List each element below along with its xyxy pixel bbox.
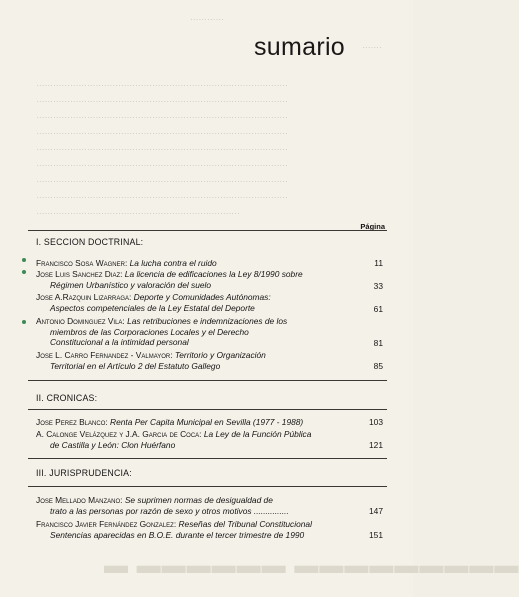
entry-title: La licencia de edificaciones la Ley 8/1990 sobre <box>124 269 303 279</box>
entry-author: Jose Mellado Manzano: <box>36 495 123 505</box>
toc-entry <box>36 495 383 516</box>
entry-title: Renta Per Capita Municipal en Sevilla (1977 - 1988) <box>110 417 304 427</box>
entry-title: Las retribuciones e indemnizaciones de los <box>127 316 288 326</box>
show-through-text: ························································································· <box>36 192 288 202</box>
section-rule <box>28 458 387 459</box>
entry-page: 151 <box>369 530 383 540</box>
entry-author: Francisco Javier Fernández Gonzalez: <box>36 519 177 529</box>
entry-page: 103 <box>369 417 383 427</box>
section-rule <box>28 380 387 381</box>
entry-title-cont: Constitucional a la intimidad personal <box>50 337 189 348</box>
show-through-text: ························································································· <box>36 112 288 122</box>
toc-entry <box>36 417 383 428</box>
entry-page: 61 <box>373 304 383 314</box>
entry-page: 147 <box>369 506 383 516</box>
show-through-text: ························································································· <box>36 96 288 106</box>
show-through-text: ············ <box>190 14 224 24</box>
section-rule <box>28 486 387 487</box>
entry-title: La lucha contra el ruido <box>129 258 217 268</box>
entry-page: 85 <box>373 361 383 371</box>
show-through-text: ▬ ▬▬▬▬▬▬ ▬▬▬▬▬▬▬▬▬ <box>104 552 519 579</box>
entry-title: La Ley de la Función Pública <box>203 429 312 439</box>
page-column-label: Página <box>360 222 385 231</box>
entry-title: Se suprimen normas de desigualdad de <box>124 495 273 505</box>
show-through-text: ························································································· <box>36 144 288 154</box>
marker-dot <box>22 320 26 324</box>
entry-title: Territorio y Organización <box>174 350 266 360</box>
entry-title: Deporte y Comunidades Autónomas: <box>133 292 271 302</box>
entry-title-cont: Régimen Urbanístico y valoración del suelo <box>50 279 212 290</box>
section-heading: II. CRONICAS: <box>36 393 98 403</box>
entry-author: Jose Perez Blanco: <box>36 417 108 427</box>
entry-title-cont: de Castilla y León: Clon Huérfano <box>50 439 176 450</box>
entry-author: Jose A.Razquin Lizarraga: <box>36 292 132 302</box>
show-through-text: ························································································· <box>36 176 288 186</box>
entry-title-cont: Territorial en el Artículo 2 del Estatuto Gallego <box>50 360 221 371</box>
show-through-text: ························································································· <box>36 160 288 170</box>
toc-entry <box>36 519 383 540</box>
toc-entry <box>36 429 383 450</box>
entry-title-cont: Aspectos competenciales de la Ley Estatal del Deporte <box>50 302 255 313</box>
top-rule <box>28 230 387 231</box>
marker-dot <box>22 270 26 274</box>
entry-author: Jose Luis Sanchez Diaz: <box>36 269 123 279</box>
entry-title-cont: miembros de las Corporaciones Locales y el Derecho <box>50 326 249 337</box>
toc-entry <box>36 350 383 371</box>
section-heading: III. JURISPRUDENCIA: <box>36 468 132 478</box>
entry-page: 121 <box>369 440 383 450</box>
section-rule <box>28 409 387 410</box>
entry-page: 11 <box>374 258 383 268</box>
toc-entry <box>36 316 383 348</box>
page-title: sumario <box>254 33 346 61</box>
entry-author: Antonio Dominguez Vila: <box>36 316 125 326</box>
entry-title-cont: trato a las personas por razón de sexo y otros motivos ............... <box>50 505 289 516</box>
show-through-text: ························································································· <box>36 80 288 90</box>
entry-title-cont: Sentencias aparecidas en B.O.E. durante el tercer trimestre de 1990 <box>50 529 305 540</box>
toc-entry <box>36 292 383 313</box>
entry-author: Jose L. Carro Fernandez - Valmayor: <box>36 350 173 360</box>
toc-entry <box>36 269 383 290</box>
show-through-text: ········································································ <box>36 208 240 218</box>
entry-page: 81 <box>373 338 383 348</box>
entry-title: Reseñas del Tribunal Constitucional <box>178 519 312 529</box>
section-heading: I. SECCION DOCTRINAL: <box>36 237 144 247</box>
entry-author: Francisco Sosa Wagner: <box>36 258 128 268</box>
entry-page: 33 <box>373 281 383 291</box>
entry-author: A. Calonge Velázquez y J.A. Garcia de Coca: <box>36 429 202 439</box>
marker-dot <box>22 258 26 262</box>
show-through-text: ······· <box>362 42 382 52</box>
toc-entry <box>36 258 383 269</box>
show-through-text: ························································································· <box>36 128 288 138</box>
